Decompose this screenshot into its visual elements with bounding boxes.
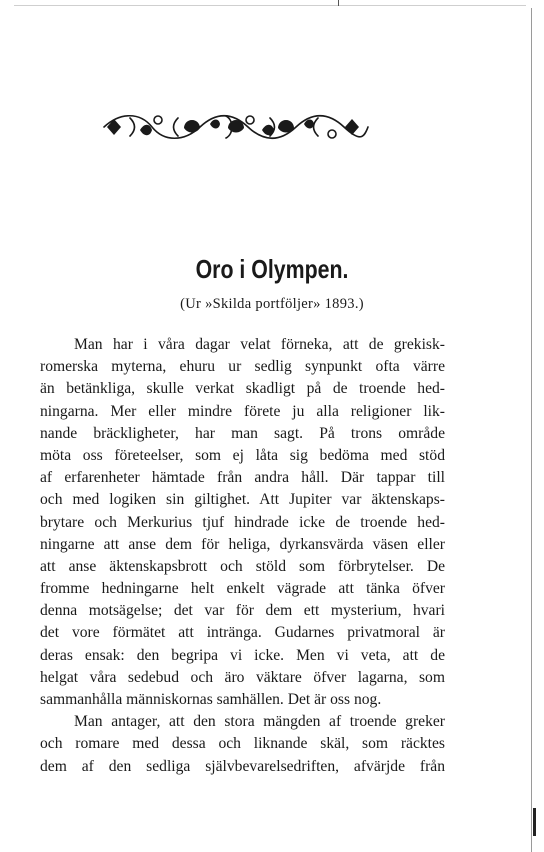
- text-line: att anse äktenskapsbrott och stöld som förbrytelser. De: [40, 557, 445, 575]
- text-line: ningarne att anse dem för heliga, dyrkansvärda väsen eller: [40, 535, 445, 553]
- text-line: möta oss företeelser, som ej låta sig bedöma med stöd: [40, 446, 445, 464]
- text-line: och romare med dessa och liknande skäl, som räcktes: [40, 735, 445, 753]
- text-line: helgat våra sedebud och äro väktare öfver lagarna, som: [40, 668, 445, 686]
- top-rule: [14, 5, 526, 6]
- text-line: nande bräckligheter, har man sagt. På trons område: [40, 424, 445, 442]
- text-line: Man antager, att den stora mängden af troende greker: [74, 713, 445, 731]
- text-line: sammanhålla människornas samhällen. Det är oss nog.: [40, 691, 382, 708]
- text-line: romerska myterna, ehuru ur sedlig synpunkt ofta värre: [40, 358, 445, 376]
- text-line: fromme hedningarne helt enkelt vägrade att tänka öfver: [40, 580, 445, 598]
- chapter-title: Oro i Olympen.: [195, 254, 349, 284]
- text-line: än betänkliga, skulle verkat skadligt på de troende hed-: [40, 380, 445, 398]
- top-mark: [338, 0, 339, 6]
- text-line: denna motsägelse; det var för dem ett mysterium, hvari: [40, 602, 445, 620]
- ornamental-vignette: [100, 108, 372, 146]
- text-line: dem af den sedliga självbevarelsedriften, afvärjde från: [40, 757, 445, 775]
- page-edge: [531, 8, 532, 852]
- body-text: [40, 334, 445, 778]
- text-line: det vore förmätet att intränga. Gudarnes privatmoral är: [40, 624, 445, 642]
- text-line: och med logiken sin giltighet. Att Jupiter var äktenskaps-: [40, 491, 445, 509]
- text-line: ningarna. Mer eller mindre förete ju alla religioner lik-: [40, 402, 445, 420]
- edge-mark: [533, 808, 536, 836]
- text-line: af erfarenheter hämtade från andra håll. Där tappar till: [40, 469, 445, 487]
- chapter-subtitle: (Ur »Skilda portföljer» 1893.): [180, 296, 364, 312]
- text-line: Man har i våra dagar velat förneka, att de grekisk-: [74, 336, 445, 353]
- text-line: brytare och Merkurius tjuf hindrade icke de troende hed-: [40, 513, 445, 531]
- text-line: deras ensak: den begripa vi icke. Men vi veta, att de: [40, 646, 445, 664]
